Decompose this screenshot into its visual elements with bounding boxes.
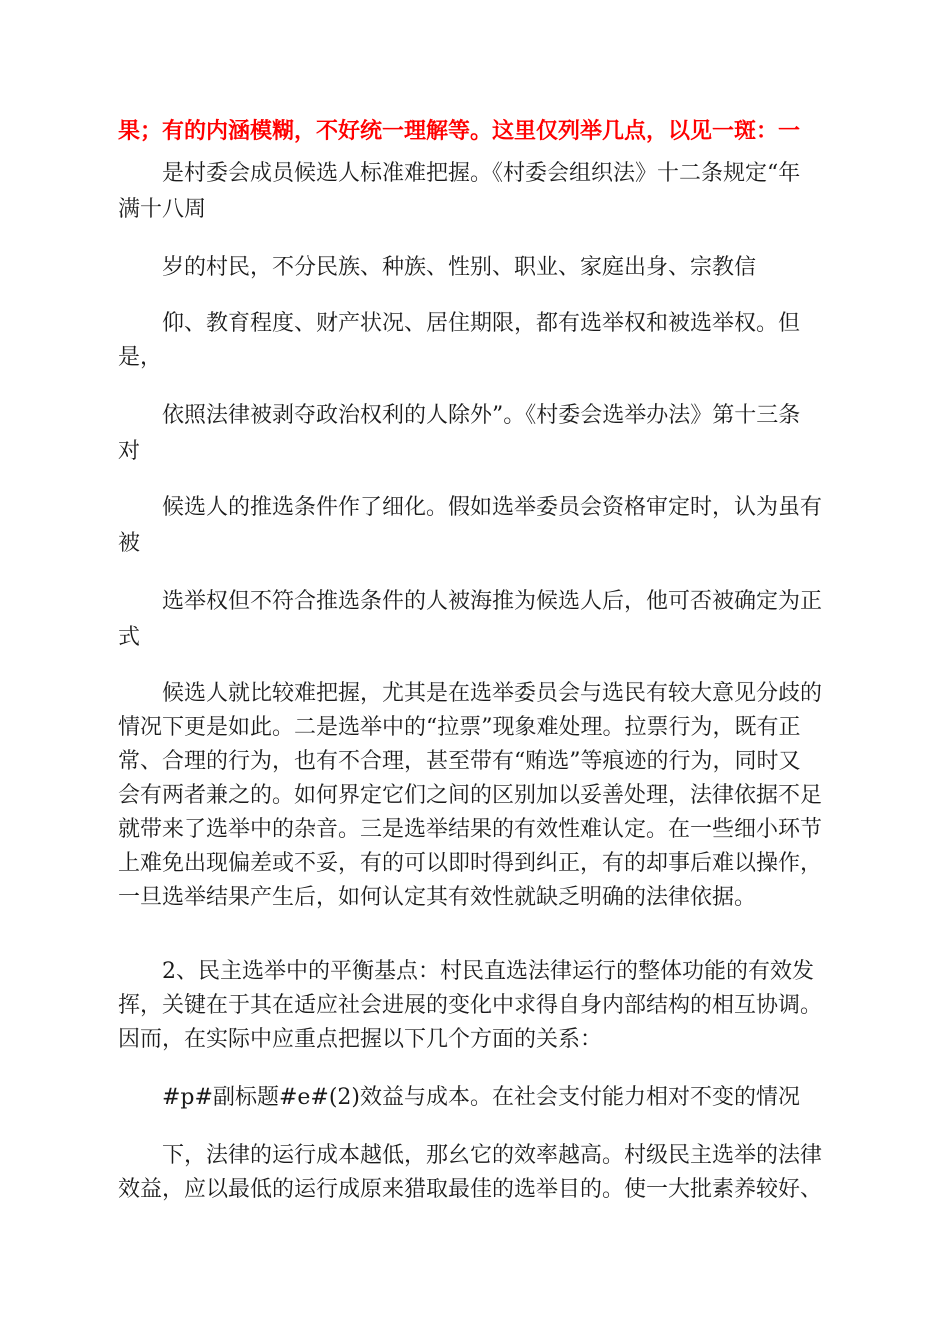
paragraph-line: 情况下更是如此。二是选举中的“拉票”现象难处理。拉票行为，既有正 — [118, 715, 801, 740]
paragraph-line: 是， — [118, 345, 163, 370]
paragraph-line: 2、民主选举中的平衡基点：村民直选法律运行的整体功能的有效发 — [162, 959, 814, 984]
paragraph-line: 就带来了选举中的杂音。三是选举结果的有效性难认定。在一些细小环节 — [118, 817, 823, 842]
paragraph-line: 式 — [118, 625, 141, 650]
paragraph-line: 挥，关键在于其在适应社会进展的变化中求得自身内部结构的相互协调。 — [118, 993, 823, 1018]
paragraph-line: 依照法律被剥夺政治权利的人除外”。《村委会选举办法》第十三条 — [162, 403, 801, 428]
highlighted-heading-line: 果；有的内涵模糊，不好统一理解等。这里仅列举几点，以见一斑：一 — [118, 119, 801, 144]
paragraph-line: 候选人的推选条件作了细化。假如选举委员会资格审定时，认为虽有 — [162, 495, 823, 520]
paragraph-line: 下，法律的运行成本越低，那幺它的效率越高。村级民主选举的法律 — [162, 1143, 823, 1168]
paragraph-line: 常、合理的行为，也有不合理，甚至带有“贿选”等痕迹的行为，同时又 — [118, 749, 801, 774]
paragraph-line: 岁的村民，不分民族、种族、性别、职业、家庭出身、宗教信 — [162, 255, 757, 280]
paragraph-line: 候选人就比较难把握，尤其是在选举委员会与选民有较大意见分歧的 — [162, 681, 823, 706]
paragraph-line: 一旦选举结果产生后，如何认定其有效性就缺乏明确的法律依据。 — [118, 885, 757, 910]
paragraph-line: 仰、教育程度、财产状况、居住期限，都有选举权和被选举权。但 — [162, 311, 801, 336]
paragraph-line: 上难免出现偏差或不妥，有的可以即时得到纠正，有的却事后难以操作， — [118, 851, 823, 876]
paragraph-line: 对 — [118, 439, 141, 464]
paragraph-line: 因而，在实际中应重点把握以下几个方面的关系： — [118, 1027, 603, 1052]
paragraph-line: 选举权但不符合推选条件的人被海推为候选人后，他可否被确定为正 — [162, 589, 823, 614]
paragraph-line: 是村委会成员候选人标准难把握。《村委会组织法》十二条规定“年 — [162, 161, 801, 186]
paragraph-line: 被 — [118, 531, 141, 556]
paragraph-line: 满十八周 — [118, 197, 207, 222]
subheading-line: #p#副标题#e#(2)效益与成本。在社会支付能力相对不变的情况 — [162, 1085, 801, 1110]
paragraph-line: 效益，应以最低的运行成原来猎取最佳的选举目的。使一大批素养较好、 — [118, 1177, 823, 1202]
paragraph-line: 会有两者兼之的。如何界定它们之间的区别加以妥善处理，法律依据不足 — [118, 783, 823, 808]
